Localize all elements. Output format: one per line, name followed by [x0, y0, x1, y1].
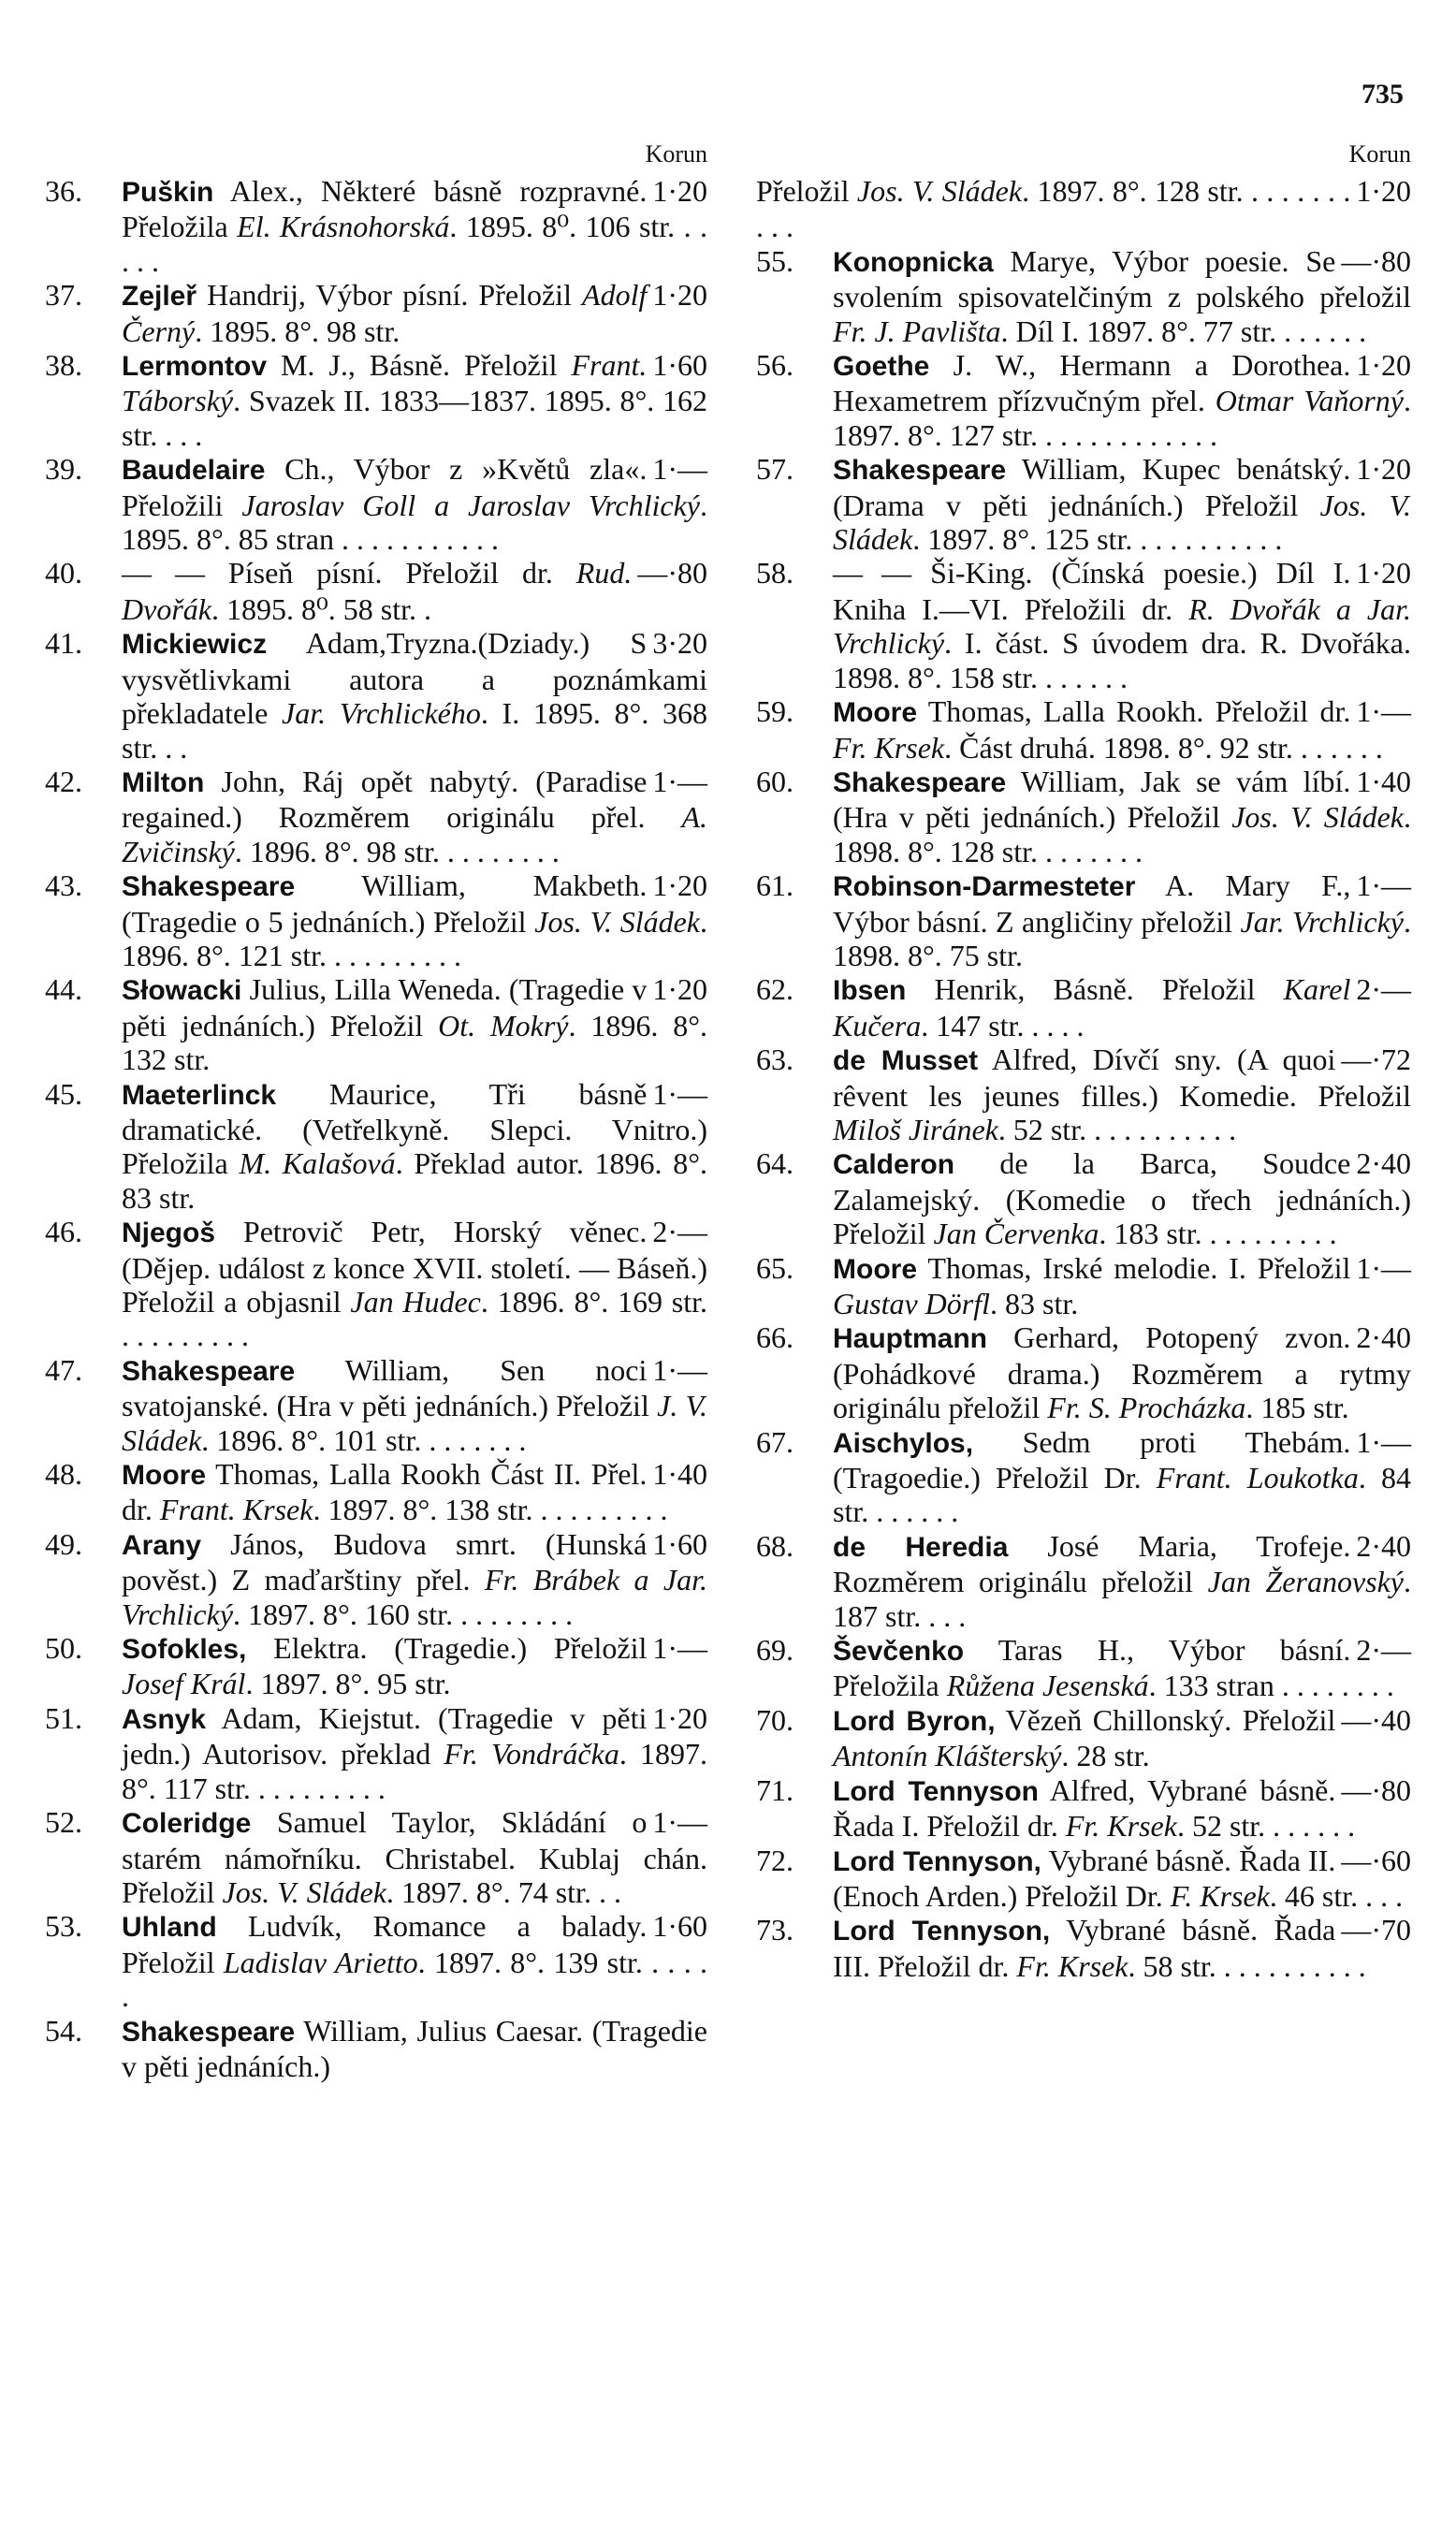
- entry-details: . 183 str. . . . . . . . . .: [1099, 1217, 1337, 1251]
- entry-number: 59.: [756, 694, 794, 729]
- entry-details: . 1896. 8°. 169 str. . . . . . . . . .: [122, 1285, 708, 1353]
- entry-translator: Jos. V. Sládek: [222, 1874, 386, 1909]
- entry-author: Moore: [833, 1253, 917, 1285]
- entry-number: 69.: [756, 1633, 794, 1668]
- entry-description: Ch., Výbor z »Květů zla«. Přeložili: [122, 452, 648, 522]
- entry-translator: Otmar Vaňorný: [1215, 384, 1404, 418]
- entry-description: Ludvík, Romance a balady. Přeložil: [122, 1909, 648, 1979]
- entry-price: 1·40: [1356, 764, 1411, 798]
- entry-number: 54.: [45, 2013, 82, 2048]
- entry-translator: Jan Žeranovský: [1207, 1565, 1404, 1599]
- entry-price: 1·20: [652, 868, 707, 903]
- catalog-entry: [756, 1425, 1411, 1529]
- catalog-entry: [756, 556, 1411, 694]
- entry-author: de Heredia: [833, 1531, 1009, 1563]
- entry-price: 1·20: [652, 972, 707, 1007]
- entry-number: 65.: [756, 1250, 794, 1285]
- catalog-entry: [45, 1909, 707, 2013]
- entry-details: . 1897. 8°. 125 str. . . . . . . . . . .: [912, 522, 1283, 557]
- entry-description: A. Mary F., Výbor básní. Z angličiny přeložil: [833, 868, 1351, 939]
- entry-author: Maeterlinck: [122, 1079, 277, 1111]
- entry-details: . 1895. 8⁰. 106 str. . . . . .: [122, 210, 708, 278]
- catalog-entry: [756, 1633, 1411, 1703]
- entry-translator: A. Zvičinský: [122, 800, 707, 868]
- entry-number: 60.: [756, 764, 794, 798]
- entry-number: 46.: [45, 1215, 82, 1249]
- catalog-entry: [756, 1773, 1411, 1844]
- entry-translator: Antonín Klášterský: [833, 1739, 1062, 1773]
- entry-details: . Část druhá. 1898. 8°. 92 str. . . . . . .: [944, 730, 1383, 765]
- catalog-entry: [45, 1457, 707, 1527]
- entry-number: 67.: [756, 1424, 794, 1459]
- catalog-entry: [45, 452, 707, 556]
- entry-author: Lord Tennyson,: [833, 1916, 1051, 1947]
- catalog-entry: [756, 348, 1411, 452]
- entry-description: Vězeň Chillonský. Přeložil: [995, 1702, 1336, 1737]
- entry-number: 58.: [756, 556, 794, 591]
- entry-description: Alex., Některé básně rozpravné. Přeložila: [122, 174, 648, 244]
- catalog-entry: [756, 868, 1411, 972]
- entry-author: Shakespeare: [122, 871, 296, 903]
- entry-author: Lord Byron,: [833, 1705, 996, 1737]
- entry-price: 1·—: [1356, 1424, 1411, 1459]
- catalog-entry: [45, 1701, 707, 1805]
- entry-details: . 83 str.: [990, 1287, 1079, 1320]
- entry-details: . 1897. 8°. 127 str. . . . . . . . . . . . .: [833, 384, 1411, 452]
- entry-translator: Fr. Brábek a Jar. Vrchlický: [122, 1563, 708, 1631]
- entry-description: John, Ráj opět nabytý. (Paradise regained.) Rozměrem originálu přel.: [122, 764, 682, 835]
- entry-author: Shakespeare: [833, 766, 1007, 798]
- entry-translator: Frant. Krsek: [159, 1493, 313, 1527]
- catalog-entry: [45, 1527, 707, 1631]
- entry-author: Asnyk: [122, 1703, 207, 1735]
- entry-price: 1·20: [1356, 556, 1411, 591]
- entry-description: Thomas, Lalla Rookh. Přeložil dr.: [917, 694, 1351, 729]
- entry-details: . 1895. 8°. 98 str.: [195, 313, 400, 348]
- entry-description: Petrovič Petr, Horský věnec. (Dějep. událost z konce XVII. století. — Báseň.) Přeložil a objasnil: [122, 1215, 707, 1319]
- entry-translator: Frant. Loukotka: [1156, 1461, 1359, 1495]
- entry-number: 57.: [756, 452, 794, 487]
- entry-price: 1·—: [652, 764, 707, 798]
- entry-translator: Jos. V. Sládek: [1231, 800, 1405, 835]
- catalog-entry: [45, 868, 707, 972]
- entry-description: William, Kupec benátský. (Drama v pěti jednáních.) Přeložil: [833, 452, 1351, 522]
- entry-author: Konopnicka: [833, 246, 994, 278]
- entry-price: 1·40: [652, 1457, 707, 1492]
- entry-author: Lord Tennyson: [833, 1775, 1039, 1807]
- entry-description: Thomas, Irské melodie. I. Přeložil: [917, 1250, 1351, 1285]
- entry-price: 2·—: [1356, 972, 1411, 1007]
- catalog-entry: [45, 972, 707, 1076]
- entry-description: Julius, Lilla Weneda. (Tragedie v pěti jednáních.) Přeložil: [122, 972, 648, 1043]
- entry-translator: Gustav Dörfl: [833, 1287, 990, 1320]
- entry-details: . 1897. 8°. 117 str. . . . . . . . . .: [122, 1737, 708, 1805]
- entry-number: 44.: [45, 972, 82, 1007]
- entry-number: 55.: [756, 243, 794, 278]
- catalog-entry: [756, 452, 1411, 556]
- entry-list-right: [756, 174, 1411, 1983]
- entry-description: William, Makbeth. (Tragedie o 5 jednáních.) Přeložil: [122, 868, 648, 939]
- entry-number: 51.: [45, 1700, 82, 1735]
- entry-details: . 1897. 8°. 138 str. . . . . . . . . .: [313, 1493, 668, 1527]
- entry-price: —·40: [1341, 1702, 1411, 1737]
- entry-details: . 185 str.: [1245, 1391, 1349, 1425]
- entry-author: Moore: [122, 1460, 206, 1492]
- entry-details: . 1897. 8°. 128 str. . . . . . . . . . .: [756, 174, 1351, 244]
- catalog-entry: [756, 1251, 1411, 1321]
- catalog-entry: [45, 626, 707, 765]
- entry-description: J. W., Hermann a Dorothea. Hexametrem přízvučným přel.: [833, 348, 1351, 418]
- entry-details: . 1896. 8°. 101 str. . . . . . . .: [201, 1422, 527, 1457]
- entry-details: . 1896. 8°. 132 str.: [122, 1008, 708, 1077]
- entry-translator: Fr. J. Pavlišta: [833, 313, 1001, 348]
- entry-price: 3·20: [652, 626, 707, 661]
- entry-translator: Fr. S. Procházka: [1047, 1391, 1246, 1425]
- entry-details: . 1897. 8°. 139 str. . . . . .: [122, 1945, 708, 2014]
- entry-translator: Jar. Vrchlický: [1240, 904, 1405, 939]
- entry-price: 2·40: [1356, 1320, 1411, 1355]
- entry-translator: Jan Hudec: [350, 1285, 481, 1319]
- entry-price: 1·—: [1356, 1250, 1411, 1285]
- entry-description: — — Ši-King. (Čínská poesie.) Díl I. Kniha I.—VI. Přeložili dr.: [833, 556, 1351, 626]
- entry-author: Lord Tennyson,: [833, 1845, 1041, 1877]
- catalog-entry: [45, 1077, 707, 1216]
- entry-description: Adam,Tryzna.(Dziady.) S vysvětlivkami autora a poznámkami překladatele: [122, 626, 707, 731]
- entry-author: Njegoš: [122, 1217, 216, 1249]
- catalog-entry: [756, 1529, 1411, 1633]
- entry-description: Maurice, Tři básně dramatické. (Vetřelkyně. Slepci. Vnitro.) Přeložila: [122, 1076, 707, 1181]
- entry-details: . I. část. S úvodem dra. R. Dvořáka. 1898. 8°. 158 str. . . . . . .: [833, 626, 1411, 694]
- catalog-entry: [45, 2014, 707, 2084]
- entry-translator: Fr. Vondráčka: [444, 1737, 619, 1772]
- entry-author: Ibsen: [833, 975, 907, 1007]
- entry-number: 66.: [756, 1320, 794, 1355]
- catalog-entry: [45, 765, 707, 868]
- entry-number: 68.: [756, 1528, 794, 1563]
- entry-details: . 147 str. . . . .: [921, 1008, 1085, 1043]
- entry-description: Handrij, Výbor písní. Přeložil: [197, 278, 583, 313]
- entry-price: 1·20: [652, 1700, 707, 1735]
- entry-author: Ševčenko: [833, 1636, 965, 1668]
- entry-price: 1·—: [652, 1631, 707, 1666]
- entry-number: 40.: [45, 556, 82, 591]
- entry-translator: F. Krsek: [1170, 1878, 1270, 1913]
- entry-author: Mickiewicz: [122, 629, 268, 661]
- catalog-entry: [756, 972, 1411, 1043]
- catalog-entry: [756, 1043, 1411, 1146]
- entry-translator: Adolf Černý: [122, 278, 648, 348]
- entry-author: Puškin: [122, 177, 214, 208]
- entry-number: 36.: [45, 174, 82, 208]
- entry-list-left: [45, 174, 707, 2083]
- entry-details: . 1898. 8°. 75 str.: [833, 904, 1412, 972]
- entry-description: Marye, Výbor poesie. Se svolením spisovatelčiným z polského přeložil: [833, 243, 1411, 314]
- entry-price: —·80: [1341, 243, 1411, 278]
- entry-author: Goethe: [833, 351, 930, 383]
- entry-author: Shakespeare: [122, 2016, 296, 2048]
- entry-price: 2·—: [652, 1215, 707, 1249]
- entry-details: . 1896. 8°. 98 str. . . . . . . . .: [234, 834, 560, 868]
- entry-author: Aischylos,: [833, 1427, 974, 1459]
- entry-translator: El. Krásnohorská: [237, 210, 450, 244]
- entry-translator: Josef Král: [122, 1667, 246, 1701]
- entry-author: Sofokles,: [122, 1634, 247, 1666]
- entry-description: Gerhard, Potopený zvon. (Pohádkové drama.) Rozměrem a rytmy originálu přeložil: [833, 1320, 1411, 1425]
- entry-translator: Fr. Krsek: [1016, 1948, 1128, 1983]
- entry-number: 63.: [756, 1043, 794, 1077]
- entry-number: 38.: [45, 348, 82, 383]
- entry-price: 2·—: [1356, 1633, 1411, 1668]
- entry-description: M. J., Básně. Přeložil: [267, 348, 572, 383]
- entry-details: . 1895. 8⁰. 58 str. .: [211, 591, 432, 626]
- entry-price: 1·60: [652, 1909, 707, 1944]
- entry-description: José Maria, Trofeje. Rozměrem originálu přeložil: [833, 1528, 1351, 1599]
- entry-number: 49.: [45, 1526, 82, 1561]
- entry-author: Arany: [122, 1529, 202, 1561]
- entry-number: 53.: [45, 1909, 82, 1944]
- entry-author: Robinson-Darmesteter: [833, 871, 1136, 903]
- entry-details: . I. 1895. 8°. 368 str. . .: [122, 696, 708, 765]
- entry-description: Vybrané básně. Řada II. (Enoch Arden.) Přeložil Dr.: [833, 1843, 1336, 1913]
- right-column: [756, 140, 1412, 1983]
- entry-author: Hauptmann: [833, 1323, 987, 1355]
- catalog-entry: [756, 765, 1411, 868]
- entry-details: . 28 str.: [1061, 1739, 1150, 1773]
- entry-description: Vybrané básně. Řada III. Přeložil dr.: [833, 1913, 1336, 1983]
- entry-number: 45.: [45, 1076, 82, 1111]
- entry-number: 39.: [45, 452, 82, 487]
- entry-author: Coleridge: [122, 1808, 252, 1840]
- entry-price: 1·—: [1356, 868, 1411, 903]
- entry-translator: Jos. V. Sládek: [856, 174, 1023, 208]
- entry-number: 61.: [756, 868, 794, 903]
- entry-translator: Ot. Mokrý: [438, 1008, 569, 1043]
- entry-price: —·80: [1341, 1772, 1411, 1807]
- entry-price: 1·20: [1356, 348, 1411, 383]
- entry-price: 2·40: [1356, 1528, 1411, 1563]
- entry-description: Taras H., Výbor básní. Přeložila: [833, 1633, 1351, 1703]
- entry-translator: Rud. Dvořák: [122, 556, 633, 626]
- entry-number: 64.: [756, 1146, 794, 1181]
- entry-details: . 1897. 8°. 160 str. . . . . . . . .: [233, 1597, 574, 1631]
- entry-author: Zejleř: [122, 281, 197, 313]
- entry-number: 48.: [45, 1457, 82, 1492]
- catalog-entry: [756, 174, 1411, 244]
- entry-number: 73.: [756, 1913, 794, 1947]
- entry-description: de la Barca, Soudce Zalamejský. (Komedie o třech jednáních.) Přeložil: [833, 1146, 1411, 1251]
- entry-details: . 84 str. . . . . . .: [833, 1461, 1412, 1529]
- entry-number: 50.: [45, 1631, 82, 1666]
- entry-translator: Frant. Táborský: [122, 348, 648, 418]
- entry-description: Alfred, Vybrané básně. Řada I. Přeložil dr.: [833, 1772, 1336, 1844]
- entry-translator: Ladislav Arietto: [223, 1945, 418, 1979]
- entry-price: 1·60: [652, 348, 707, 383]
- catalog-entry: [45, 278, 707, 348]
- entry-price: 1·—: [652, 452, 707, 487]
- entry-author: Shakespeare: [122, 1355, 296, 1387]
- entry-number: 41.: [45, 626, 82, 661]
- entry-details: . Svazek II. 1833—1837. 1895. 8°. 162 str. . . .: [122, 384, 707, 452]
- entry-author: Shakespeare: [833, 455, 1007, 487]
- entry-number: 47.: [45, 1352, 82, 1387]
- entry-number: 72.: [756, 1843, 794, 1877]
- entry-author: Słowacki: [122, 975, 242, 1007]
- entry-description: Alfred, Dívčí sny. (A quoi rêvent les jeunes filles.) Komedie. Přeložil: [833, 1043, 1411, 1113]
- catalog-entry: [756, 1913, 1411, 1983]
- entry-price: 1·—: [652, 1805, 707, 1840]
- entry-price: 1·—: [652, 1076, 707, 1111]
- entry-number: 56.: [756, 348, 794, 383]
- entry-description: William, Sen noci svatojanské. (Hra v pěti jednáních.) Přeložil: [122, 1352, 658, 1423]
- entry-price: —·60: [1341, 1843, 1411, 1877]
- catalog-entry: [756, 1146, 1411, 1250]
- entry-description: William, Jak se vám líbí. (Hra v pěti jednáních.) Přeložil: [833, 764, 1351, 835]
- entry-translator: Jos. V. Sládek: [833, 488, 1412, 557]
- entry-translator: Fr. Krsek: [1065, 1809, 1177, 1844]
- catalog-entry: [45, 556, 707, 626]
- entry-description: Adam, Kiejstut. (Tragedie v pěti jedn.) Autorisov. překlad: [122, 1700, 648, 1772]
- entry-description: János, Budova smrt. (Hunská pověst.) Z maďarštiny přel.: [122, 1526, 648, 1597]
- entry-author: Milton: [122, 766, 205, 798]
- entry-details: . 1898. 8°. 128 str. . . . . . . .: [833, 800, 1412, 868]
- entry-translator: M. Kalašová: [239, 1146, 396, 1181]
- entry-translator: Jaroslav Goll a Jaroslav Vrchlický: [241, 488, 701, 522]
- entry-translator: Fr. Krsek: [833, 730, 945, 765]
- entry-translator: Jan Červenka: [933, 1217, 1099, 1251]
- entry-number: 71.: [756, 1772, 794, 1807]
- entry-translator: Růžena Jesenská: [946, 1669, 1149, 1703]
- entry-description: Henrik, Básně. Přeložil: [906, 972, 1284, 1007]
- entry-description: Thomas, Lalla Rookh Část II. Přel. dr.: [122, 1457, 648, 1527]
- entry-price: —·80: [637, 556, 707, 591]
- catalog-entry: [45, 1353, 707, 1457]
- catalog-entry: [45, 348, 707, 452]
- entry-author: de Musset: [833, 1045, 979, 1077]
- entry-details: . Díl I. 1897. 8°. 77 str. . . . . . .: [1000, 313, 1367, 348]
- catalog-entry: [45, 1215, 707, 1353]
- entry-description: Sedm proti Thebám. (Tragoedie.) Přeložil Dr.: [833, 1424, 1351, 1495]
- catalog-entry: [756, 1844, 1411, 1914]
- entry-details: . 1897. 8°. 74 str. . .: [386, 1874, 621, 1909]
- column-header-right: Korun: [1348, 140, 1411, 168]
- entry-translator: J. V. Sládek: [122, 1389, 708, 1457]
- entry-price: 1·—: [1356, 694, 1411, 729]
- catalog-entry: [45, 174, 707, 278]
- entry-number: 43.: [45, 868, 82, 903]
- entry-number: 62.: [756, 972, 794, 1007]
- entry-price: 1·60: [652, 1526, 707, 1561]
- column-header-left: Korun: [645, 140, 707, 168]
- entry-details: . 1897. 8°. 95 str.: [245, 1667, 451, 1701]
- catalog-entry: [45, 1805, 707, 1909]
- entry-description: — — Píseň písní. Přeložil dr.: [122, 556, 576, 591]
- entry-price: 1·20: [652, 278, 707, 313]
- entry-details: . 1895. 8°. 85 stran . . . . . . . . . . .: [122, 488, 708, 557]
- entry-price: 1·20: [1356, 174, 1411, 208]
- catalog-entry: [756, 244, 1411, 348]
- entry-description: Samuel Taylor, Skládání o starém námořníku. Christabel. Kublaj chán. Přeložil: [122, 1805, 707, 1909]
- entry-details: . 133 stran . . . . . . . .: [1148, 1669, 1394, 1703]
- entry-details: . 52 str. . . . . . .: [1176, 1809, 1356, 1844]
- entry-details: . 46 str. . . .: [1269, 1878, 1404, 1913]
- entry-author: Lermontov: [122, 351, 268, 383]
- entry-translator: R. Dvořák a Jar. Vrchlický: [833, 591, 1411, 661]
- entry-number: 37.: [45, 278, 82, 313]
- entry-description: Elektra. (Tragedie.) Přeložil: [246, 1631, 648, 1666]
- entry-author: Uhland: [122, 1912, 217, 1944]
- entry-description: William, Julius Caesar. (Tragedie v pěti jednáních.): [122, 2013, 707, 2083]
- entry-number: 42.: [45, 764, 82, 798]
- entry-number: 70.: [756, 1702, 794, 1737]
- catalog-entry: [756, 1320, 1411, 1424]
- entry-translator: Karel Kučera: [833, 972, 1351, 1043]
- entry-details: . 58 str. . . . . . . . . . .: [1128, 1948, 1366, 1983]
- page-number: 735: [1361, 79, 1404, 109]
- entry-description: Přeložil: [756, 174, 857, 208]
- entry-author: Calderon: [833, 1149, 955, 1181]
- entry-details: . 52 str. . . . . . . . . . .: [997, 1112, 1237, 1146]
- entry-author: Baudelaire: [122, 455, 266, 487]
- entry-details: . Překlad autor. 1896. 8°. 83 str.: [122, 1146, 708, 1215]
- entry-author: Moore: [833, 697, 917, 729]
- entry-price: 1·20: [1356, 452, 1411, 487]
- entry-details: . 187 str. . . .: [833, 1565, 1411, 1633]
- catalog-entry: [45, 1631, 707, 1701]
- entry-translator: Miloš Jiránek: [833, 1112, 998, 1146]
- entry-price: —·72: [1341, 1043, 1411, 1077]
- entry-translator: Jar. Vrchlického: [282, 696, 481, 731]
- entry-number: 52.: [45, 1805, 82, 1840]
- catalog-entry: [756, 1703, 1411, 1773]
- catalog-entry: [756, 694, 1411, 765]
- entry-price: 1·—: [652, 1352, 707, 1387]
- left-column: [45, 140, 708, 2083]
- entry-price: 1·20: [652, 174, 707, 208]
- entry-details: . 1896. 8°. 121 str. . . . . . . . . .: [122, 904, 707, 972]
- entry-translator: Jos. V. Sládek: [534, 904, 700, 939]
- entry-price: —·70: [1341, 1913, 1411, 1947]
- entry-price: 2·40: [1356, 1146, 1411, 1181]
